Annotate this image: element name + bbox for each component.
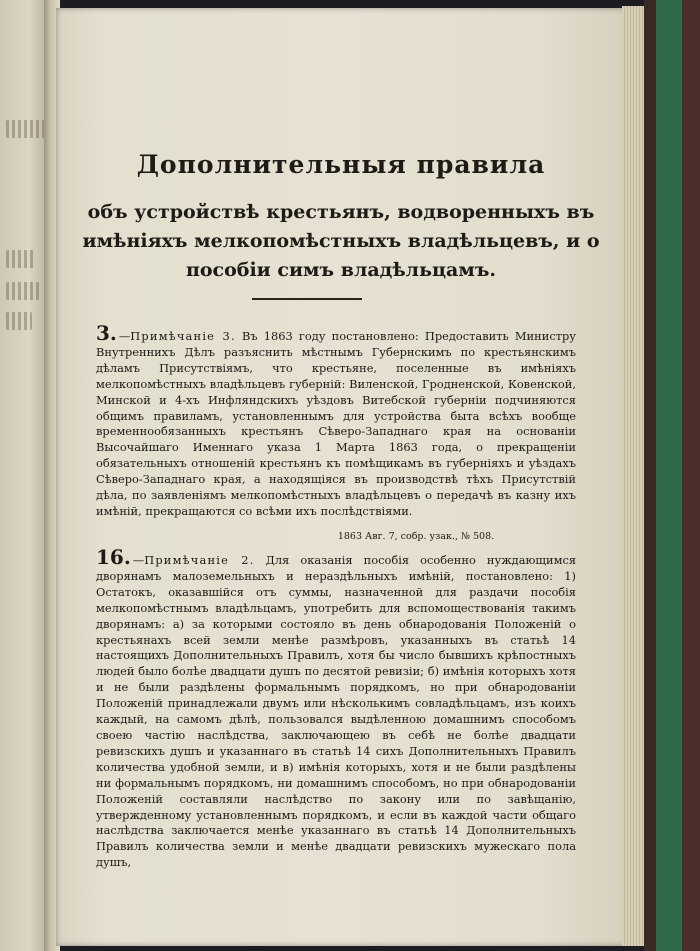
bleed-through-text <box>206 78 626 198</box>
section-text: Для оказанія пособія особенно нуждающимся дворянамъ малоземельныхъ и нераздѣльныхъ имѣній, постановлено: 1) Остатокъ, оказавшійся отъ суммы, назначенной для раздачи пособія мелкопомѣстнымъ владѣльцамъ, употребить для вспомоществованія такимъ дворянамъ: а) за которыми состояло въ день обнародованія Положеній о крестьянахъ всей земли менѣе размѣровъ, указанныхъ въ статьѣ 14 настоящихъ Дополнительныхъ Правилъ, хотя бы число бывшихъ крѣпостныхъ людей было болѣе двадцати душъ по десятой ревизіи; б) имѣнія которыхъ хотя и не были раздѣлены формальнымъ порядкомъ, но при обнародованіи Положеній принадлежали двумъ или нѣсколькимъ совладѣльцамъ, изъ коихъ каждый, на самомъ дѣлѣ, пользовался выдѣленною домашнимъ способомъ своею частію наслѣдства, заключающею въ себѣ не болѣе двадцати ревизскихъ душъ и указаннаго въ статьѣ 14 сихъ Дополнительныхъ Правилъ количества удобной земли, и в) имѣнія которыхъ, хотя и не были раздѣлены ни формальнымъ порядкомъ, ни домашнимъ способомъ, но при обнародованіи Положеній составляли наслѣдство по закону или по завѣщанію, утвержденному установленнымъ порядкомъ, и если въ каждой части общаго наслѣдства заключается менѣе указаннаго въ статьѣ 14 Дополнительныхъ Правилъ количества земли и менѣе двадцати ревизскихъ мужескаго пола душъ, <box>96 553 577 870</box>
note-label: Примѣчаніе 2. <box>144 553 255 567</box>
facing-page-print-mark <box>6 282 40 300</box>
book-page <box>56 8 626 946</box>
facing-page-print-mark <box>6 120 46 138</box>
section-number: 3. <box>96 321 117 345</box>
section-paragraph-16: 16. —Примѣчаніе 2. Для оказанія пособія особенно нуждающимся дворянамъ малоземельныхъ и нераздѣльныхъ имѣній, постановлено: 1) Остатокъ, оказавшійся отъ суммы, назначенной для раздачи пособія мелкопомѣстнымъ владѣльцамъ, употребить для вспомоществованія такимъ дворянамъ: а) за которыми состояло въ день обнародованія Положеній о крестьянахъ всей земли менѣе размѣровъ, указанныхъ въ статьѣ 14 настоящихъ Дополнительныхъ Правилъ, хотя бы число бывшихъ крѣпостныхъ людей было болѣе двадцати душъ по десятой ревизіи; б) имѣнія которыхъ хотя и не были раздѣлены формальнымъ порядкомъ, но при обнародованіи Положеній принадлежали двумъ или нѣсколькимъ совладѣльцамъ, изъ коихъ каждый, на самомъ дѣлѣ, пользовался выдѣленною домашнимъ способомъ своею частію наслѣдства, заключающею въ себѣ не болѣе двадцати ревизскихъ душъ и указаннаго въ статьѣ 14 сихъ Дополнительныхъ Правилъ количества удобной земли, и в) имѣнія которыхъ, хотя и не были раздѣлены ни формальнымъ порядкомъ, ни домашнимъ способомъ, но при обнародованіи Положеній составляли наслѣдство по закону или по завѣщанію, утвержденному установленнымъ порядкомъ, и если въ каждой части общаго наслѣдства заключается менѣе указаннаго въ статьѣ 14 Дополнительныхъ Правилъ количества земли и менѣе двадцати ревизскихъ мужескаго пола душъ, <box>96 545 577 870</box>
book-cover-board <box>644 0 700 951</box>
facing-page-print-mark <box>6 312 32 330</box>
facing-page-print-mark <box>6 250 36 268</box>
title-divider <box>252 298 362 300</box>
section-text: Въ 1863 году постановлено: Предоставить Министру Внутреннихъ Дѣлъ разъяснить мѣстнымъ Губернскимъ по крестьянскимъ дѣламъ Присутствіямъ, что крестьяне, поселенные въ имѣніяхъ мелкопомѣстныхъ владѣльцевъ губерній: Виленской, Гродненской, Ковенской, Минской и 4-хъ Инфляндскихъ уѣздовъ Витебской губерніи подчиняются общимъ правиламъ, установленнымъ для устройства быта всѣхъ вообще временнообязанныхъ крестьянъ Сѣверо-Западнаго края на основаніи Высочайшаго Именнаго указа 1 Марта 1863 года, о прекращеніи обязательныхъ отношеній крестьянъ къ помѣщикамъ въ губерніяхъ и уѣздахъ Сѣверо-Западнаго края, а находящіяся въ производствѣ тѣхъ Присутствій дѣла, по заявленіямъ мелкопомѣстныхъ владѣльцевъ о передачѣ въ казну ихъ имѣній, прекращаются со всѣми ихъ послѣдствіями. <box>96 329 576 518</box>
citation: 1863 Авг. 7, собр. узак., № 508. <box>337 531 495 542</box>
page-title: Дополнительныя правила <box>136 150 546 179</box>
page-subtitle: объ устройствѣ крестьянъ, водворенныхъ въ имѣніяхъ мелкопомѣстныхъ владѣльцевъ, и о пособіи симъ владѣльцамъ. <box>82 201 600 281</box>
note-label: Примѣчаніе 3. <box>130 329 236 343</box>
section-number: 16. <box>96 545 131 569</box>
facing-page-left <box>0 0 48 951</box>
page-edges <box>622 6 646 946</box>
section-paragraph-3: 3. —Примѣчаніе 3. Въ 1863 году постановлено: Предоставить Министру Внутреннихъ Дѣлъ разъяснить мѣстнымъ Губернскимъ по крестьянскимъ дѣламъ Присутствіямъ, что крестьяне, поселенные въ имѣніяхъ мелкопомѣстныхъ владѣльцевъ губерній: Виленской, Гродненской, Ковенской, Минской и 4-хъ Инфляндскихъ уѣздовъ Витебской губерніи подчиняются общимъ правиламъ, установленнымъ для устройства быта всѣхъ вообще временнообязанныхъ крестьянъ Сѣверо-Западнаго края на основаніи Высочайшаго Именнаго указа 1 Марта 1863 года, о прекращеніи обязательныхъ отношеній крестьянъ къ помѣщикамъ въ губерніяхъ и уѣздахъ Сѣверо-Западнаго края, а находящіяся въ производствѣ тѣхъ Присутствій дѣла, по заявленіямъ мелкопомѣстныхъ владѣльцевъ о передачѣ въ казну ихъ имѣній, прекращаются со всѣми ихъ послѣдствіями. <box>96 321 576 518</box>
